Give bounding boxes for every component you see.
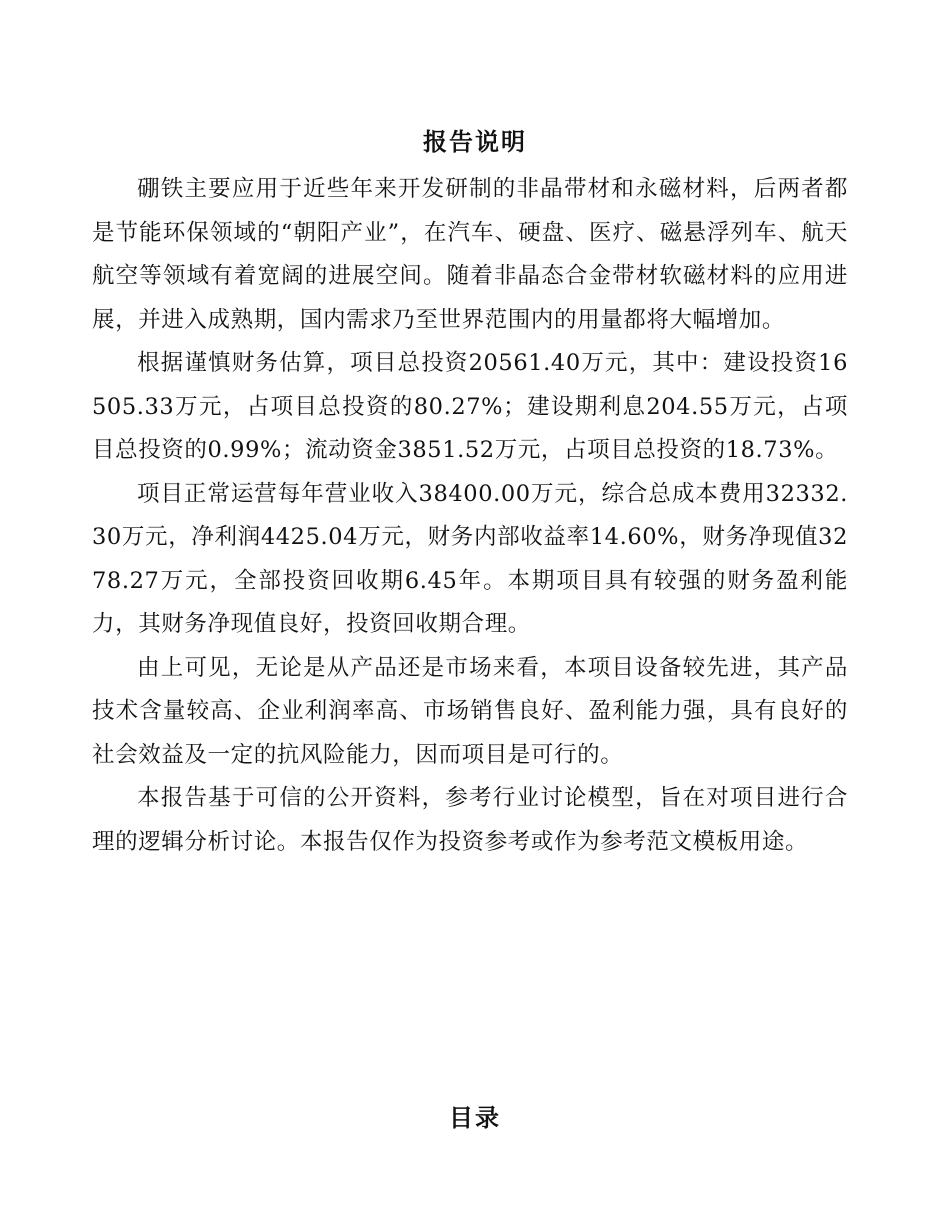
paragraph-investment: 根据谨慎财务估算，项目总投资20561.40万元，其中：建设投资16505.33万元，占项目总投资的80.27%；建设期利息204.55万元，占项目总投资的0.99%；流动资金3851.52万元，占项目总投资的18.73%。 [92, 350, 848, 463]
paragraph-revenue: 项目正常运营每年营业收入38400.00万元，综合总成本费用32332.30万元，净利润4425.04万元，财务内部收益率14.60%，财务净现值3278.27万元，全部投资回收期6.45年。本期项目具有较强的财务盈利能力，其财务净现值良好，投资回收期合理。 [92, 480, 848, 637]
paragraph-conclusion: 由上可见，无论是从产品还是市场来看，本项目设备较先进，其产品技术含量较高、企业利润率高、市场销售良好、盈利能力强，具有良好的社会效益及一定的抗风险能力，因而项目是可行的。 [92, 654, 848, 768]
toc-title: 目录 [449, 1103, 501, 1132]
report-title: 报告说明 [423, 127, 527, 156]
paragraph-disclaimer: 本报告基于可信的公开资料，参考行业讨论模型，旨在对项目进行合理的逻辑分析讨论。本报告仅作为投资参考或作为参考范文模板用途。 [92, 785, 848, 855]
paragraph-intro: 硼铁主要应用于近些年来开发研制的非晶带材和永磁材料，后两者都是节能环保领域的“朝阳产业”，在汽车、硬盘、医疗、磁悬浮列车、航天航空等领域有着宽阔的进展空间。随着非晶态合金带材软磁材料的应用进展，并进入成熟期，国内需求乃至世界范围内的用量都将大幅增加。 [92, 176, 848, 333]
report-body [92, 168, 848, 864]
